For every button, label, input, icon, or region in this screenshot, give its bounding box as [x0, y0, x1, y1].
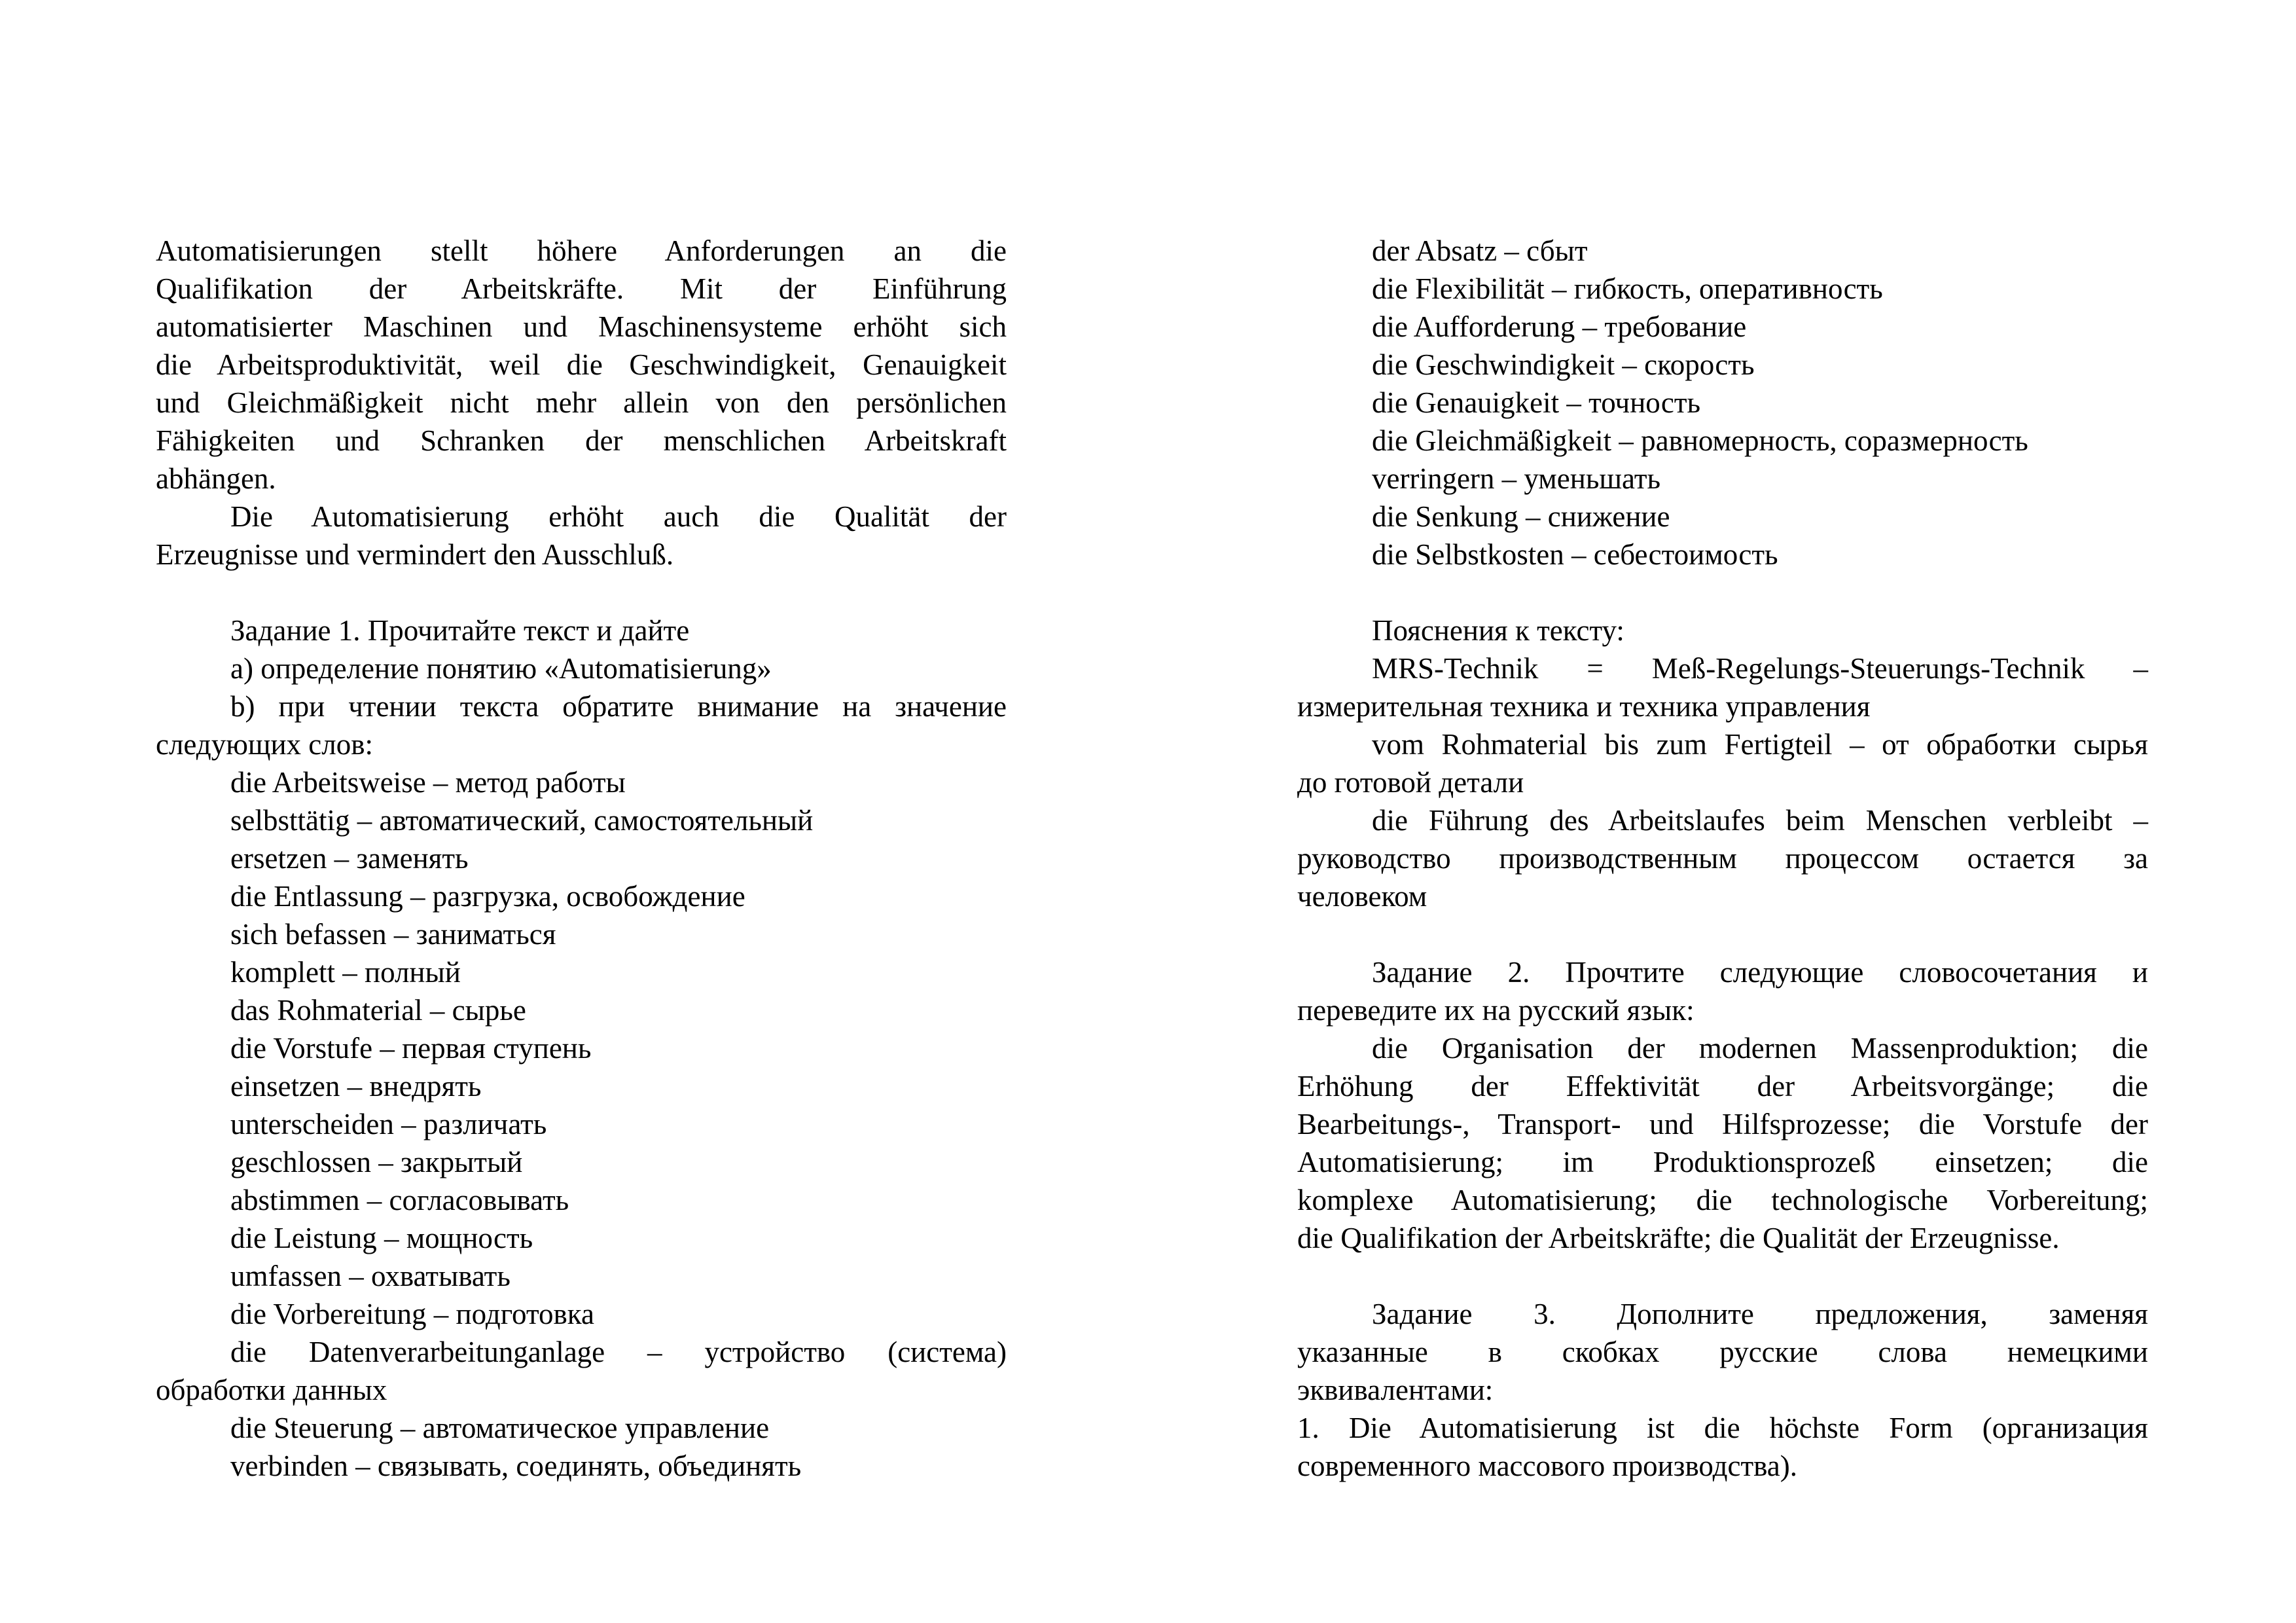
vocab-item: umfassen – охватывать — [230, 1260, 511, 1292]
vocab-item: die Vorbereitung – подготовка — [230, 1298, 594, 1330]
task3-item: 1. Die Automatisierung ist die höchste Form (организация — [1297, 1412, 2148, 1444]
task3-title: эквивалентами: — [1297, 1374, 1494, 1406]
paragraph-line: die Arbeitsproduktivität, weil die Geschwindigkeit, Genauigkeit — [156, 348, 1007, 381]
task1-b: следующих слов: — [156, 728, 373, 761]
paragraph-line: Qualifikation der Arbeitskräfte. Mit der Einführung — [156, 272, 1007, 305]
vocab-item: die Datenverarbeitunganlage – устройство (система) — [230, 1336, 1007, 1368]
vocab-item: verringern – уменьшать — [1372, 462, 1661, 495]
task2-title: переведите их на русский язык: — [1297, 994, 1695, 1027]
vocab-item: die Entlassung – разгрузка, освобождение — [230, 880, 745, 913]
task1-title: Задание 1. Прочитайте текст и дайте — [230, 614, 690, 647]
vocab-item: die Senkung – снижение — [1372, 500, 1670, 533]
note-line: измерительная техника и техника управления — [1297, 690, 1871, 723]
paragraph-line: Automatisierungen stellt höhere Anforderungen an die — [156, 234, 1007, 267]
note-line: MRS-Technik = Meß-Regelungs-Steuerungs-Technik – — [1372, 652, 2148, 685]
vocab-item: verbinden – связывать, соединять, объединять — [230, 1450, 802, 1482]
paragraph-line: abhängen. — [156, 462, 276, 495]
note-line: руководство производственным процессом остается за — [1297, 842, 2148, 875]
paragraph-line: automatisierter Maschinen und Maschinensysteme erhöht sich — [156, 310, 1007, 343]
vocab-item: обработки данных — [156, 1374, 387, 1406]
task2-body-line: die Qualifikation der Arbeitskräfte; die Qualität der Erzeugnisse. — [1297, 1222, 2060, 1254]
vocab-item: die Arbeitsweise – метод работы — [230, 766, 626, 799]
vocab-item: die Vorstufe – первая ступень — [230, 1032, 592, 1065]
task2-body-line: Automatisierung; im Produktionsprozeß einsetzen; die — [1297, 1146, 2148, 1178]
vocab-item: geschlossen – закрытый — [230, 1146, 523, 1178]
task2-body-line: Bearbeitungs-, Transport- und Hilfsprozesse; die Vorstufe der — [1297, 1108, 2148, 1140]
task2-body-line: komplexe Automatisierung; die technologische Vorbereitung; — [1297, 1184, 2148, 1216]
vocab-item: die Gleichmäßigkeit – равномерность, соразмерность — [1372, 424, 2028, 457]
vocab-item: abstimmen – согласовывать — [230, 1184, 569, 1216]
vocab-item: einsetzen – внедрять — [230, 1070, 482, 1103]
task1-a: а) определение понятию «Automatisierung» — [230, 652, 772, 685]
vocab-item: der Absatz – сбыт — [1372, 234, 1588, 267]
task2-title: Задание 2. Прочтите следующие словосочетания и — [1372, 956, 2148, 989]
task1-b: b) при чтении текста обратите внимание на значение — [230, 690, 1007, 723]
task3-item: современного массового производства). — [1297, 1450, 1797, 1482]
right-page — [1297, 232, 2148, 1485]
left-page — [156, 232, 1007, 1485]
vocab-item: das Rohmaterial – сырье — [230, 994, 526, 1027]
paragraph-line: Fähigkeiten und Schranken der menschlichen Arbeitskraft — [156, 424, 1007, 457]
note-line: человеком — [1297, 880, 1427, 913]
vocab-item: sich befassen – заниматься — [230, 918, 556, 951]
paragraph-line: und Gleichmäßigkeit nicht mehr allein von den persönlichen — [156, 386, 1007, 419]
vocab-item: komplett – полный — [230, 956, 461, 989]
task3-title: Задание 3. Дополните предложения, заменяя — [1372, 1298, 2148, 1330]
note-line: die Führung des Arbeitslaufes beim Menschen verbleibt – — [1372, 804, 2148, 837]
vocab-item: die Steuerung – автоматическое управление — [230, 1412, 770, 1444]
vocab-item: unterscheiden – различать — [230, 1108, 547, 1140]
vocab-item: ersetzen – заменять — [230, 842, 469, 875]
task3-title: указанные в скобках русские слова немецкими — [1297, 1336, 2148, 1368]
note-line: vom Rohmaterial bis zum Fertigteil – от обработки сырья — [1372, 728, 2148, 761]
paragraph-line: Erzeugnisse und vermindert den Ausschluß. — [156, 538, 674, 571]
vocab-item: selbsttätig – автоматический, самостоятельный — [230, 804, 814, 837]
vocab-item: die Genauigkeit – точность — [1372, 386, 1701, 419]
task2-body-line: Erhöhung der Effektivität der Arbeitsvorgänge; die — [1297, 1070, 2148, 1103]
vocab-item: die Geschwindigkeit – скорость — [1372, 348, 1755, 381]
paragraph-line: Die Automatisierung erhöht auch die Qualität der — [230, 500, 1007, 533]
task2-body-line: die Organisation der modernen Massenproduktion; die — [1372, 1032, 2148, 1065]
vocab-item: die Leistung – мощность — [230, 1222, 533, 1254]
vocab-item: die Selbstkosten – себестоимость — [1372, 538, 1778, 571]
note-line: до готовой детали — [1297, 766, 1524, 799]
vocab-item: die Aufforderung – требование — [1372, 310, 1747, 343]
notes-title: Пояснения к тексту: — [1372, 614, 1624, 647]
vocab-item: die Flexibilität – гибкость, оперативность — [1372, 272, 1883, 305]
